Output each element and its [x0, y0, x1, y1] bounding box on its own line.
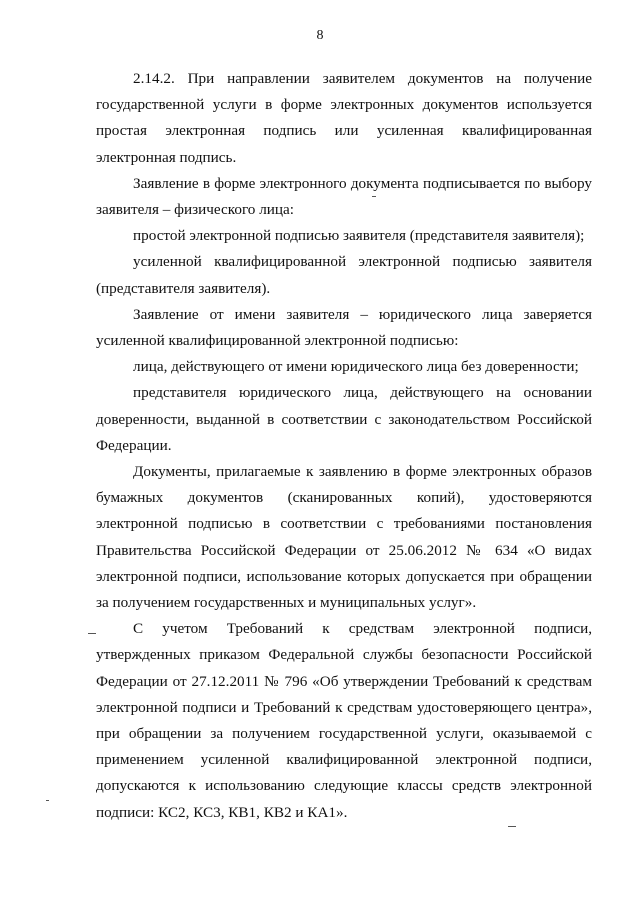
paragraph-2-14-2: 2.14.2. При направлении заявителем документов на получение государственной услуги в форме электронных документов используется простая электронная подпись или усиленная квалифицированная электронная подпись.: [96, 70, 592, 166]
paragraph-scanned-documents: Документы, прилагаемые к заявлению в форме электронных образов бумажных документов (сканированных копий), удостоверяются электронной подписью в соответствии с требованиями постановления Правительства Российской Федерации от 25.06.2012 № 634 «О видах электронной подписи, использование которых допускается при обращении за получением государственных и муниципальных услуг».: [96, 463, 592, 612]
page-number: 8: [316, 28, 324, 43]
paragraph-individual-signature: Заявление в форме электронного документа подписывается по выбору заявителя – физического лица:: [96, 174, 592, 219]
paragraph-with-proxy: представителя юридического лица, действующего на основании доверенности, выданной в соответствии с законодательством Российской Федерации.: [96, 384, 592, 454]
scan-mark: [508, 826, 516, 827]
paragraph-qualified-signature: усиленной квалифицированной электронной подписью заявителя (представителя заявителя).: [96, 253, 592, 297]
scan-mark: [88, 633, 96, 634]
paragraph-without-proxy: лица, действующего от имени юридического лица без доверенности;: [133, 358, 579, 376]
paragraph-signature-classes: С учетом Требований к средствам электронной подписи, утвержденных приказом Федеральной службы безопасности Российской Федерации от 27.12.2011 № 796 «Об утверждении Требований к средствам электронной подписи и Требований к средствам удостоверяющего центра», при обращении за получением государственной услуги, оказываемой с применением усиленной квалифицированной электронной подписи, допускаются к использованию следующие классы средств электронной подписи: КС2, КС3, КВ1, КВ2 и КА1».: [96, 620, 592, 821]
paragraph-simple-signature: простой электронной подписью заявителя (представителя заявителя);: [133, 227, 585, 245]
paragraph-legal-entity: Заявление от имени заявителя – юридического лица заверяется усиленной квалифицированной электронной подписью:: [96, 305, 592, 350]
scan-mark: [46, 800, 49, 801]
scan-mark: [372, 196, 376, 197]
document-body: [96, 66, 592, 826]
